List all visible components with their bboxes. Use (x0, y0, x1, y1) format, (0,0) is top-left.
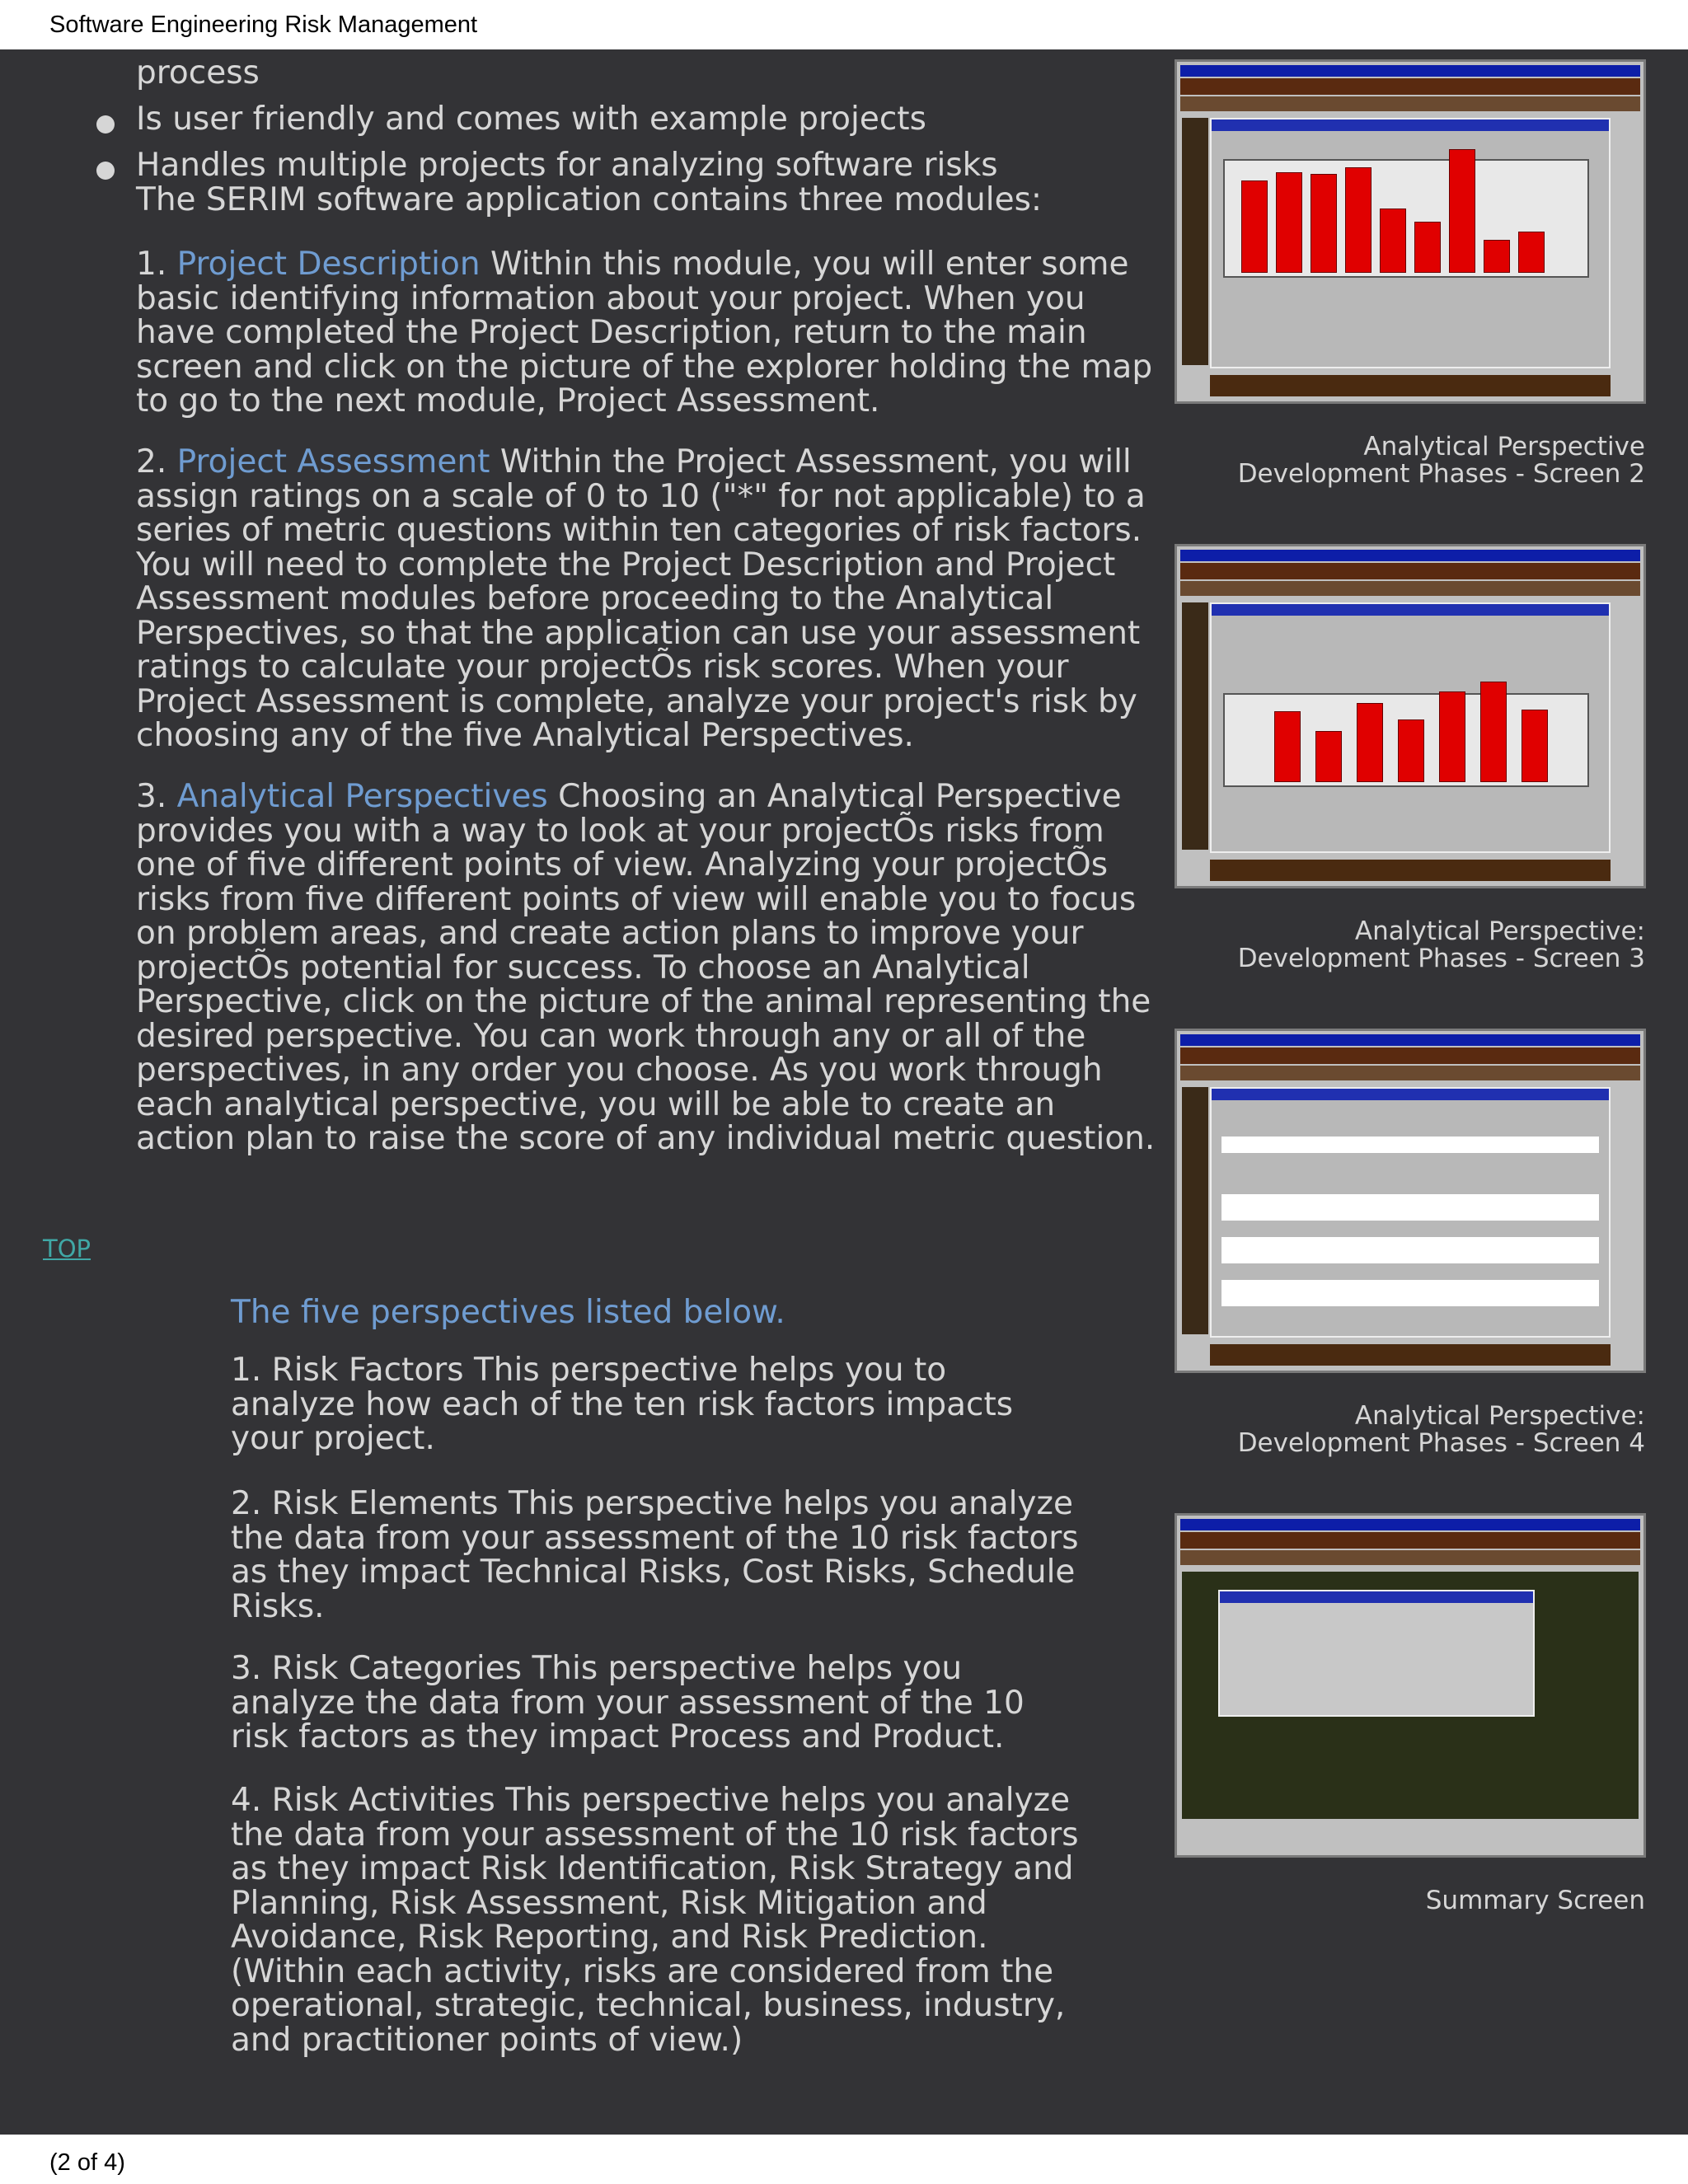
page-footer (0, 2135, 1688, 2184)
module-link-project-description[interactable]: Project Description (176, 246, 481, 283)
module-text: Within the Project Assessment, you will assign ratings on a scale of 0 to 10 ("*" for not applicable) to a series of metric questions within ten categories of risk factors. You will need to complete the Project Description and Project Assessment modules before proceeding to the Analytical Perspectives, so that the application can use your assessment ratings to calculate your projectÕs risk scores. When your Project Assessment is complete, analyze your project's risk by choosing any of the five Analytical Perspectives. (136, 443, 1146, 754)
chart-bar (1315, 731, 1342, 782)
chart-bar (1522, 710, 1548, 782)
chart-bar (1518, 232, 1545, 273)
chart-bar (1345, 167, 1372, 273)
perspectives-heading: The five perspectives listed below. (231, 1294, 785, 1331)
module-description (136, 247, 1162, 419)
chart-bar (1311, 174, 1337, 273)
perspective-item: 3. Risk Categories This perspective helps you analyze the data from your assessment of the 10 risk factors as they impact Process and Product. (231, 1650, 1025, 1755)
chart-bar (1439, 691, 1465, 782)
bullet-dot (96, 162, 115, 180)
bar-chart-thumbnail (1223, 693, 1589, 787)
screenshot-caption: Analytical Perspective Development Phases - Screen 2 (1237, 432, 1645, 489)
screenshot-development-phases-4 (1175, 1029, 1646, 1373)
top-link[interactable]: TOP (43, 1235, 91, 1263)
page-number: (2 of 4) (49, 2149, 125, 2176)
perspective-item: 4. Risk Activities This perspective helps you analyze the data from your assessment of the 10 risk factors as they impact Risk Identification, Risk Strategy and Planning, Risk Assessment, Risk Mitigation and Avoidance, Risk Reporting, and Risk Prediction. (Within each activity, risks are considered from the operational, strategic, technical, business, industry, and practitioner points of view.) (231, 1782, 1079, 2059)
chart-bar (1449, 149, 1475, 273)
module-description (136, 445, 1162, 753)
chart-bar (1276, 172, 1302, 273)
module-description (136, 780, 1162, 1156)
header-title: Software Engineering Risk Management (49, 12, 478, 38)
screenshot-caption: Summary Screen (1425, 1886, 1645, 1915)
module-link-project-assessment[interactable]: Project Assessment (176, 443, 490, 480)
chart-bar (1414, 222, 1441, 273)
chart-bar (1398, 719, 1424, 782)
chart-bar (1380, 209, 1406, 273)
screenshot-caption: Analytical Perspective: Development Phases - Screen 4 (1237, 1401, 1645, 1458)
module-link-analytical-perspectives[interactable]: Analytical Perspectives (176, 778, 548, 815)
bullet-dot (96, 115, 115, 134)
module-number: 1. (136, 246, 167, 283)
bullet-item: Handles multiple projects for analyzing software risks The SERIM software application contains three modules: (136, 147, 1043, 218)
perspective-item: 2. Risk Elements This perspective helps you analyze the data from your assessment of the 10 risk factors as they impact Technical Risks, Cost Risks, Schedule Risks. (231, 1485, 1079, 1625)
screenshot-development-phases-3 (1175, 544, 1646, 888)
module-text: Choosing an Analytical Perspective provides you with a way to look at your projectÕs risks from one of five different points of view. Analyzing your projectÕs risks from five different points of view will enable you to focus on problem areas, and create action plans to improve your projectÕs potential for success. To choose an Analytical Perspective, click on the picture of the animal representing the desired perspective. You can work through any or all of the perspectives, in any order you choose. As you work through each analytical perspective, you will be able to create an action plan to raise the score of any individual metric question. (136, 778, 1156, 1157)
bar-chart-thumbnail (1223, 159, 1589, 278)
chart-bar (1484, 240, 1510, 273)
page-header (0, 0, 1688, 49)
intro-continuation: process (136, 54, 260, 91)
screenshot-summary (1175, 1513, 1646, 1858)
perspective-item: 1. Risk Factors This perspective helps you to analyze how each of the ten risk factors impacts your project. (231, 1352, 1014, 1457)
chart-bar (1480, 682, 1507, 782)
chart-bar (1274, 711, 1301, 782)
screenshot-development-phases-2 (1175, 59, 1646, 404)
module-text: Within this module, you will enter some basic identifying information about your project. When you have completed the Project Description, return to the main screen and click on the picture of the explorer holding the map to go to the next module, Project Assessment. (136, 246, 1153, 419)
screenshot-caption: Analytical Perspective: Development Phases - Screen 3 (1237, 916, 1645, 973)
bullet-item: Is user friendly and comes with example projects (136, 101, 926, 138)
chart-bar (1241, 180, 1268, 273)
module-number: 3. (136, 778, 167, 815)
chart-bar (1357, 703, 1383, 782)
module-number: 2. (136, 443, 167, 480)
content-area (0, 49, 1688, 2135)
